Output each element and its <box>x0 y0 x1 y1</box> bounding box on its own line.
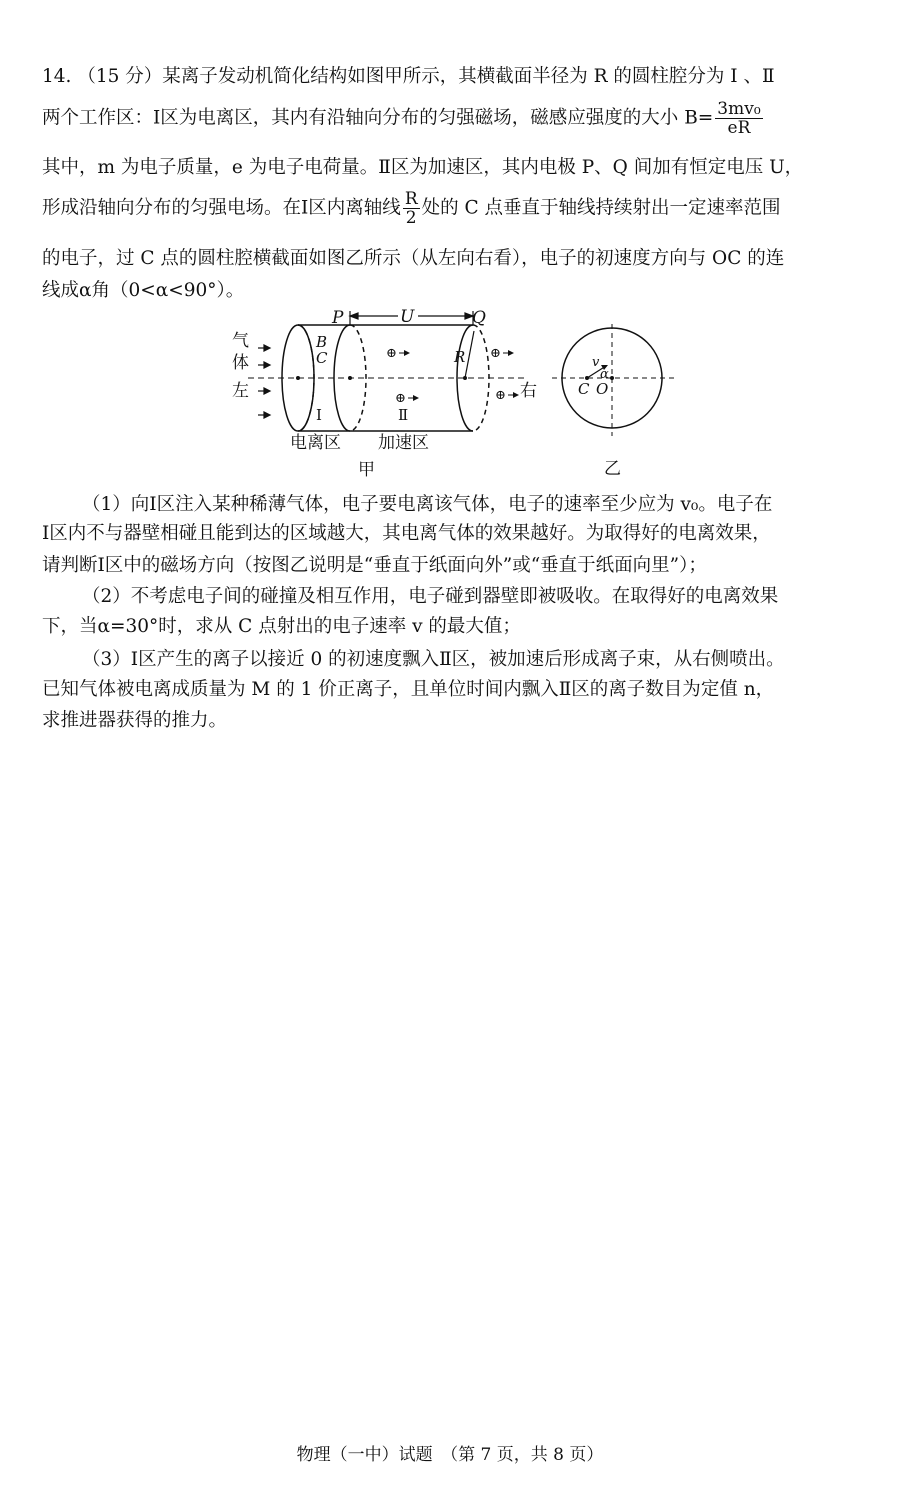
label-o: O <box>596 380 609 398</box>
label-alpha: α <box>600 367 609 382</box>
caption-jia: 甲 <box>358 460 375 478</box>
question-line-3: 其中，m 为电子质量，e 为电子电荷量。Ⅱ区为加速区，其内电极 P、Q 间加有恒定电压 U， <box>42 157 804 178</box>
label-qi: 气 <box>232 331 249 351</box>
question-line-6: 线成α角（0<α<90°）。 <box>42 280 245 301</box>
question-line-1: 14. （15 分）某离子发动机简化结构如图甲所示，其横截面半径为 R 的圆柱腔分为 Ⅰ 、Ⅱ <box>42 66 775 87</box>
label-dianliqu: 电离区 <box>290 433 341 453</box>
question-line-4: 形成沿轴向分布的匀强电场。在Ⅰ区内离轴线 $\frac{R}{2}$ 处的 C 点垂直于轴线持续射出一定速率范围 <box>42 189 781 228</box>
label-zone-i: Ⅰ <box>316 406 322 424</box>
label-r: R <box>454 348 466 366</box>
label-zone-ii: Ⅱ <box>398 406 409 424</box>
svg-text:⊕: ⊕ <box>395 391 406 406</box>
label-zuo: 左 <box>232 381 249 401</box>
part2-line-1: （2）不考虑电子间的碰撞及相互作用，电子碰到器壁即被吸收。在取得好的电离效果 <box>82 586 779 607</box>
question-line-2: 两个工作区：Ⅰ区为电离区，其内有沿轴向分布的匀强磁场，磁感应强度的大小 B= $\frac{\text{3mv₀}}{eR}$ <box>42 99 761 138</box>
label-jiasuqu: 加速区 <box>378 433 429 453</box>
page-footer: 物理（一中）试题 （第 7 页，共 8 页） <box>296 1445 604 1465</box>
label-ti: 体 <box>232 353 249 373</box>
part1-line-2: Ⅰ区内不与器壁相碰且能到达的区域越大，其电离气体的效果越好。为取得好的电离效果， <box>42 523 771 544</box>
part3-line-2: 已知气体被电离成质量为 M 的 1 价正离子，且单位时间内飘入Ⅱ区的离子数目为定值 n， <box>42 679 775 700</box>
label-q: Q <box>472 308 486 328</box>
svg-text:⊕: ⊕ <box>386 346 397 361</box>
svg-text:⊕: ⊕ <box>490 346 501 361</box>
part1-line-3: 请判断Ⅰ区中的磁场方向（按图乙说明是“垂直于纸面向外”或“垂直于纸面向里”）； <box>42 555 707 576</box>
formula-r-half: $\frac{R}{2}$ <box>404 189 418 228</box>
label-v: v <box>592 355 600 370</box>
question-score: （15 分） <box>77 66 163 87</box>
caption-yi: 乙 <box>604 459 621 478</box>
label-c-yi: C <box>578 380 590 398</box>
label-p: P <box>332 308 344 328</box>
part3-line-3: 求推进器获得的推力。 <box>42 710 228 731</box>
svg-text:⊕: ⊕ <box>495 388 506 403</box>
part1-line-1: （1）向Ⅰ区注入某种稀薄气体，电子要电离该气体，电子的速率至少应为 v₀。电子在 <box>82 494 773 515</box>
label-c: C <box>316 349 328 367</box>
label-you: 右 <box>520 381 537 401</box>
figure-yi <box>552 320 677 478</box>
part3-line-1: （3）Ⅰ区产生的离子以接近 0 的初速度飘入Ⅱ区，被加速后形成离子束，从右侧喷出。 <box>82 649 785 670</box>
formula-b-fraction: $\frac{\text{3mv₀}}{eR}$ <box>717 99 761 138</box>
part2-line-2: 下，当α=30°时，求从 C 点射出的电子速率 v 的最大值； <box>42 616 521 637</box>
question-number: 14. <box>42 66 72 87</box>
question-line-5: 的电子，过 C 点的圆柱腔横截面如图乙所示（从左向右看），电子的初速度方向与 OC 的连 <box>42 248 785 269</box>
figure-jia <box>228 303 548 478</box>
label-u: U <box>400 307 415 327</box>
label-b: B <box>316 333 328 351</box>
